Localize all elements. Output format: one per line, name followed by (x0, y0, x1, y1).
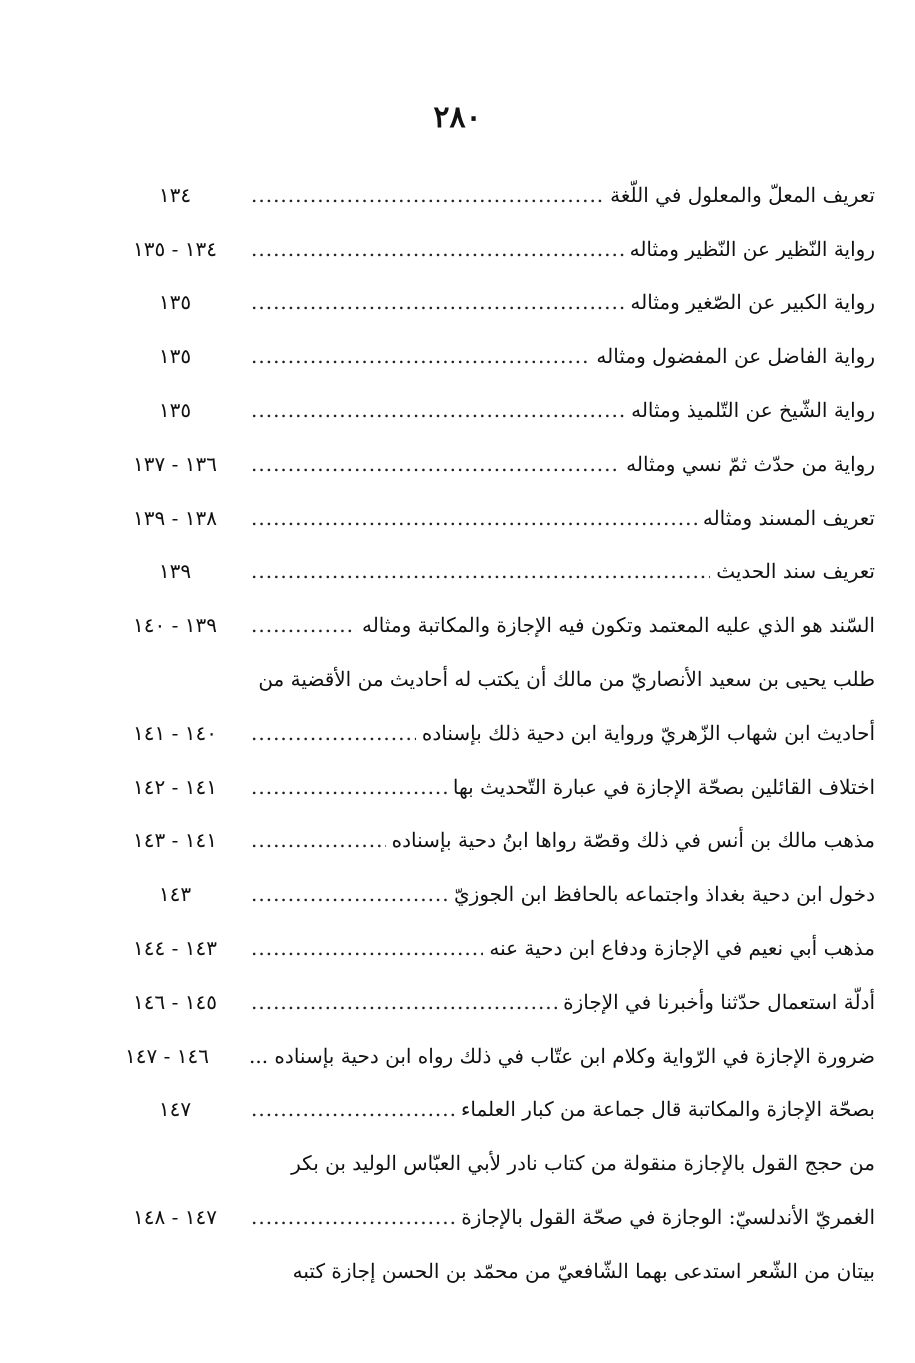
toc-entry (105, 760, 875, 814)
toc-entry (105, 867, 875, 921)
leader-dots (251, 1205, 455, 1229)
toc-entry (105, 437, 875, 491)
entry-pages: ١٤٣ - ١٤٤ (133, 936, 217, 961)
leader-dots (251, 290, 624, 314)
entry-title: بصحّة الإجازة والمكاتبة قال جماعة من كبار العلماء (460, 1097, 875, 1122)
leader-dots (251, 990, 557, 1014)
entry-title: من حجج القول بالإجازة منقولة من كتاب نادر لأبي العبّاس الوليد بن بكر (291, 1151, 875, 1176)
entry-title: رواية من حدّث ثمّ نسي ومثاله (626, 451, 875, 476)
leader-dots (251, 237, 624, 261)
entry-title: تعريف المسند ومثاله (702, 505, 875, 530)
toc-entry (105, 814, 875, 868)
entry-title: الغمريّ الأندلسيّ: الوجازة في صحّة القول بالإجازة (461, 1205, 875, 1230)
leader-dots (251, 721, 416, 745)
entry-pages: ١٣٥ (158, 398, 192, 423)
toc-entry (105, 706, 875, 760)
toc-entry (105, 545, 875, 599)
leader-dots (251, 344, 590, 368)
toc-entry (105, 975, 875, 1029)
entry-title: رواية الفاضل عن المفضول ومثاله (596, 344, 875, 369)
leader-dots (251, 183, 604, 207)
toc-entry (105, 1029, 875, 1083)
toc-entry-continued (105, 652, 875, 706)
entry-pages: ١٣٥ (158, 290, 192, 315)
page-number: ٢٨٠ (433, 100, 482, 135)
toc-entry-continued (105, 1244, 875, 1298)
entry-pages: ١٤٥ - ١٤٦ (133, 989, 217, 1014)
entry-pages: ١٤٠ - ١٤١ (133, 720, 217, 745)
entry-title: دخول ابن دحية بغداذ واجتماعه بالحافظ ابن الجوزيّ (454, 882, 875, 907)
toc-entry (105, 383, 875, 437)
toc-entry (105, 491, 875, 545)
toc-entry-continued (105, 1136, 875, 1190)
table-of-contents (105, 168, 875, 1298)
entry-title: طلب يحيى بن سعيد الأنصاريّ من مالك أن يكتب له أحاديث من الأقضية من (258, 667, 875, 692)
entry-title: أحاديث ابن شهاب الزّهريّ ورواية ابن دحية ذلك بإسناده (421, 720, 875, 745)
entry-pages: ١٣٩ - ١٤٠ (133, 613, 217, 638)
toc-entry (105, 222, 875, 276)
leader-dots (251, 775, 447, 799)
entry-pages: ١٣٥ (158, 344, 192, 369)
leader-dots (251, 613, 356, 637)
entry-pages: ١٣٦ - ١٣٧ (133, 451, 217, 476)
leader-dots (251, 559, 710, 583)
entry-pages: ١٤١ - ١٤٣ (133, 828, 217, 853)
toc-entry (105, 329, 875, 383)
entry-title: رواية الشّيخ عن التّلميذ ومثاله (631, 398, 875, 423)
toc-entry (105, 1083, 875, 1137)
entry-title: بيتان من الشّعر استدعى بهما الشّافعيّ من محمّد بن الحسن إجازة كتبه (292, 1258, 875, 1283)
entry-title: أدلّة استعمال حدّثنا وأخبرنا في الإجازة (563, 989, 875, 1014)
entry-title: اختلاف القائلين بصحّة الإجازة في عبارة التّحديث بها (452, 774, 875, 799)
entry-title: السّند هو الذي عليه المعتمد وتكون فيه الإجازة والمكاتبة ومثاله (361, 613, 875, 638)
entry-title: مذهب مالك بن أنس في ذلك وقصّة رواها ابنُ دحية بإسناده (391, 828, 875, 853)
toc-entry (105, 598, 875, 652)
entry-pages: ١٤٧ (158, 1097, 192, 1122)
entry-pages: ١٤٦ - ١٤٧ (125, 1043, 209, 1068)
leader-dots (251, 882, 448, 906)
leader-dots (251, 506, 697, 530)
entry-title: تعريف سند الحديث (716, 559, 875, 584)
toc-entry (105, 1190, 875, 1244)
entry-title: تعريف المعلّ والمعلول في اللّغة (610, 182, 875, 207)
leader-dots (251, 1097, 455, 1121)
entry-pages: ١٣٤ - ١٣٥ (133, 236, 217, 261)
entry-pages: ١٤٧ - ١٤٨ (133, 1205, 217, 1230)
toc-entry (105, 921, 875, 975)
toc-entry (105, 276, 875, 330)
entry-pages: ١٣٩ (158, 559, 192, 584)
entry-pages: ١٤١ - ١٤٢ (133, 774, 217, 799)
entry-pages: ١٣٤ (158, 182, 192, 207)
leader-dots (251, 398, 625, 422)
entry-pages: ١٤٣ (158, 882, 192, 907)
leader-dots (251, 936, 483, 960)
toc-entry (105, 168, 875, 222)
entry-title: رواية الكبير عن الصّغير ومثاله (630, 290, 875, 315)
entry-title: رواية النّظير عن النّظير ومثاله (629, 236, 875, 261)
entry-title: ضرورة الإجازة في الرّواية وكلام ابن عتّاب في ذلك رواه ابن دحية بإسناده ... (249, 1043, 875, 1068)
entry-title: مذهب أبي نعيم في الإجازة ودفاع ابن دحية عنه (489, 936, 875, 961)
entry-pages: ١٣٨ - ١٣٩ (133, 505, 217, 530)
leader-dots (251, 828, 386, 852)
leader-dots (251, 452, 620, 476)
